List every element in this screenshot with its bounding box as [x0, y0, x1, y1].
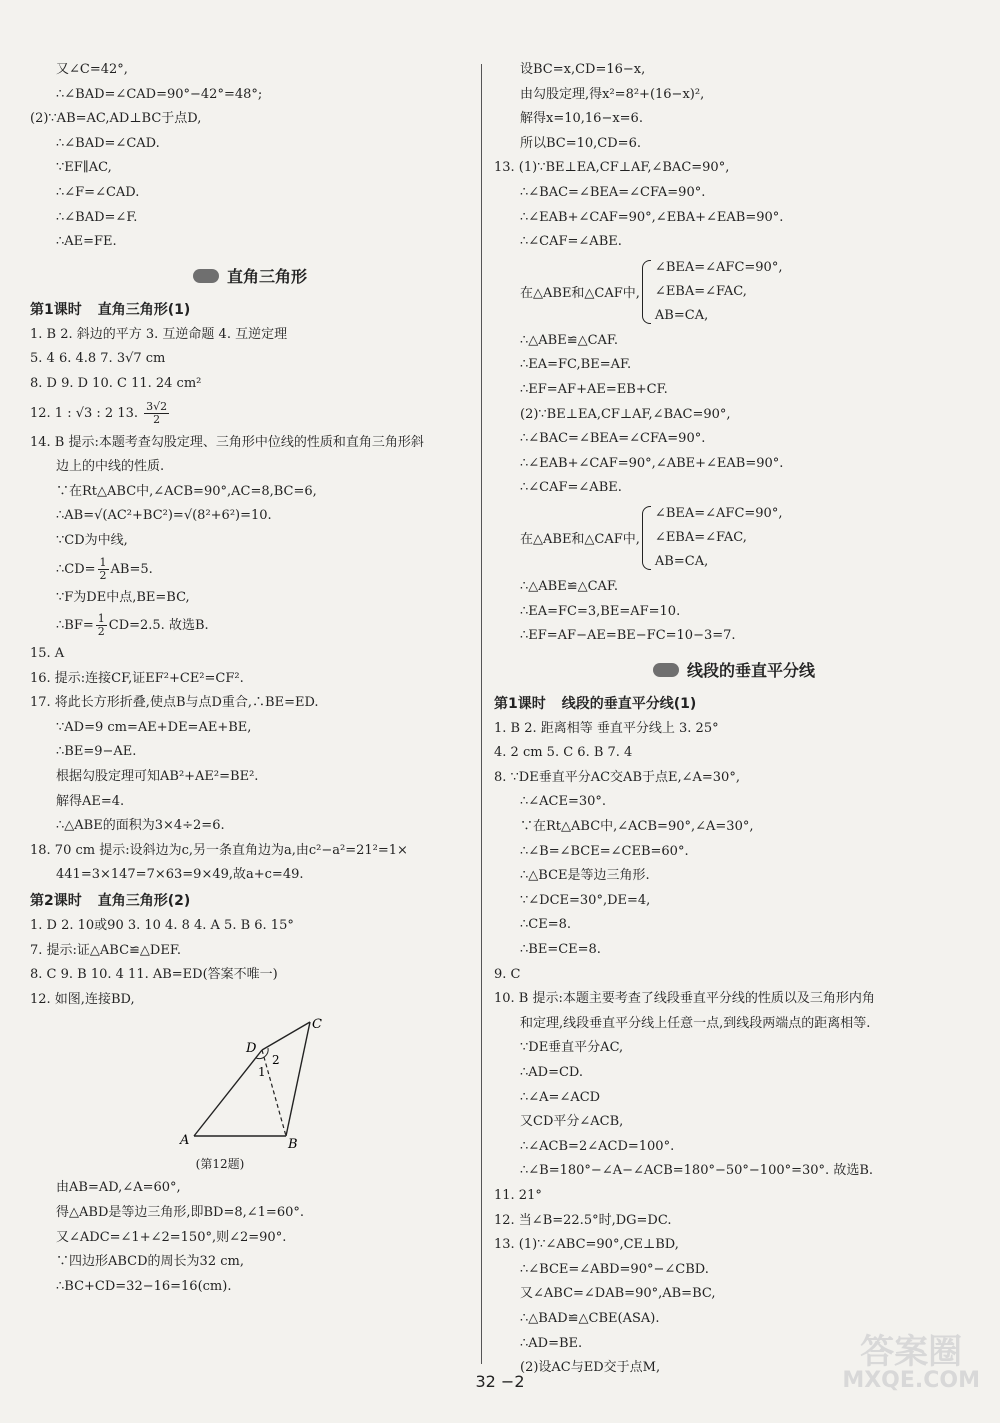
edge-bc — [286, 1022, 310, 1136]
lesson-label: 第2课时 — [30, 893, 82, 910]
text-line: (2)∵AB=AC,AD⊥BC于点D, — [30, 111, 202, 127]
fraction-line-cd: ∴CD= $\frac{1}{2}$ AB=5. — [56, 555, 153, 582]
text-line: ∴∠BAD=∠F. — [56, 209, 138, 225]
text-line: ∴△ABE的面积为3×4÷2=6. — [56, 818, 225, 834]
text-line: ∴AE=FE. — [56, 234, 117, 250]
text-line: 又∠ABC=∠DAB=90°,AB=BC, — [520, 1286, 716, 1302]
brace-item: ∠EBA=∠FAC, — [654, 529, 747, 545]
section-title: 直角三角形 — [226, 267, 307, 287]
text-line: ∵在Rt△ABC中,∠ACB=90°,AC=8,BC=6, — [56, 483, 317, 499]
text-line: 解得x=10,16−x=6. — [520, 111, 643, 127]
text-line: 得△ABD是等边三角形,即BD=8,∠1=60°. — [56, 1205, 304, 1220]
right-lines-c — [494, 575, 974, 649]
lesson-label: 第1课时 — [494, 695, 546, 712]
text-line: ∴∠B=∠BCE=∠CEB=60°. — [520, 843, 689, 859]
left-column — [30, 58, 470, 1299]
text-line: ∴BE=9−AE. — [56, 744, 137, 760]
brace-item: AB=CA, — [654, 307, 709, 323]
brace-item: ∠BEA=∠AFC=90°, — [654, 505, 783, 521]
text-line: 1. B 2. 斜边的平方 3. 互逆命题 4. 互逆定理 — [30, 326, 288, 342]
text-line: ∵在Rt△ABC中,∠ACB=90°,∠A=30°, — [520, 819, 754, 835]
fraction-line-bf: ∴BF= $\frac{1}{2}$ CD=2.5. 故选B. — [56, 612, 209, 639]
text-line: 又CD平分∠ACB, — [520, 1114, 624, 1130]
text-line: ∴EF=AF+AE=EB+CF. — [520, 381, 668, 397]
text-line: 5. 4 6. 4.8 7. 3√7 cm — [30, 351, 166, 367]
text-line: ∵DE垂直平分AC, — [520, 1040, 624, 1056]
fraction: $\frac{3√2}{2}$ — [146, 399, 168, 426]
lesson-title: 线段的垂直平分线(1) — [561, 695, 697, 712]
section-title: 线段的垂直平分线 — [686, 661, 815, 681]
text-line: 又∠ADC=∠1+∠2=150°,则∠2=90°. — [56, 1229, 287, 1245]
text-line: ∵四边形ABCD的周长为32 cm, — [56, 1254, 244, 1270]
edge-dc — [262, 1022, 310, 1050]
text-line: ∴AD=BE. — [520, 1335, 583, 1351]
text-line: 12. 如图,连接BD, — [30, 991, 135, 1007]
right-lines-d — [494, 717, 974, 1381]
label-d: D — [246, 1041, 257, 1057]
text-line: ∴∠ACB=2∠ACD=100°. — [520, 1138, 675, 1154]
text-line: ∵F为DE中点,BE=BC, — [56, 589, 190, 605]
right-lines-b — [494, 329, 974, 501]
text-line: ∴∠F=∠CAD. — [56, 184, 140, 200]
text-line: 所以BC=10,CD=6. — [520, 135, 641, 151]
text-line: 13. (1)∵BE⊥EA,CF⊥AF,∠BAC=90°, — [494, 160, 730, 176]
label-a: A — [180, 1133, 190, 1149]
text-line: ∴△BAD≌△CBE(ASA). — [520, 1310, 660, 1326]
geometry-figure-q12 — [30, 1012, 470, 1152]
lesson-title: 直角三角形(2) — [97, 893, 191, 910]
text-line: 1. D 2. 10或90 3. 10 4. 8 4. A 5. B 6. 15° — [30, 918, 294, 934]
text-line: ∵CD为中线, — [56, 532, 128, 548]
left-brace-icon — [642, 260, 651, 324]
lesson-label: 第1课时 — [30, 301, 82, 318]
text-line: 解得AE=4. — [56, 793, 125, 809]
left-lines-e — [30, 914, 470, 1012]
text-line: ∴∠B=180°−∠A−∠ACB=180°−50°−100°=30°. 故选B. — [520, 1163, 873, 1179]
right-lines-a — [494, 58, 974, 255]
text-line: 和定理,线段垂直平分线上任意一点,到线段两端点的距离相等. — [520, 1015, 871, 1031]
lesson-heading — [30, 888, 470, 914]
text-line: ∴∠BAC=∠BEA=∠CFA=90°. — [520, 431, 706, 447]
text-line: 9. C — [494, 966, 521, 982]
text-line: 8. C 9. B 10. 4 11. AB=ED(答案不唯一) — [30, 967, 278, 983]
section-heading-perpendicular-bisector — [494, 649, 974, 691]
text-line: ∴EA=FC,BE=AF. — [520, 357, 632, 373]
text-line: 14. B 提示:本题考查勾股定理、三角形中位线的性质和直角三角形斜 — [30, 434, 424, 450]
text-line: 7. 提示:证△ABC≌△DEF. — [30, 942, 181, 958]
label-angle-1: 1 — [258, 1065, 266, 1080]
watermark-logo: 答案圈 MXQE.COM — [842, 1332, 980, 1393]
left-lines-c — [30, 431, 470, 554]
text-line: ∴∠EAB+∠CAF=90°,∠ABE+∠EAB=90°. — [520, 455, 784, 471]
text-line: 8. ∵DE垂直平分AC交AB于点E,∠A=30°, — [494, 769, 740, 785]
text-line: ∴∠CAF=∠ABE. — [520, 234, 622, 250]
right-column — [494, 58, 974, 1381]
figure-caption: (第12题) — [195, 1157, 245, 1172]
text-line: ∴BE=CE=8. — [520, 942, 601, 958]
text-line: ∴∠CAF=∠ABE. — [520, 480, 622, 496]
left-brace-icon — [642, 506, 651, 570]
text-line: (2)∵BE⊥EA,CF⊥AF,∠BAC=90°, — [520, 406, 731, 422]
text-line: 1. B 2. 距离相等 垂直平分线上 3. 25° — [494, 720, 719, 736]
text-line: 8. D 9. D 10. C 11. 24 cm² — [30, 375, 202, 391]
brace-system-2: 在△ABE和△CAF中, ∠BEA=∠AFC=90°, ∠EBA=∠FAC, AB=CA, — [494, 501, 974, 575]
text-line: ∴∠A=∠ACD — [520, 1089, 601, 1105]
text-line: 4. 2 cm 5. C 6. B 7. 4 — [494, 745, 633, 761]
label-angle-2: 2 — [272, 1053, 280, 1068]
text-line: ∴∠BAD=∠CAD. — [56, 135, 160, 151]
brace-item: ∠EBA=∠FAC, — [654, 283, 747, 299]
text-line: ∴△ABE≌△CAF. — [520, 578, 619, 594]
text-line: ∴∠BAD=∠CAD=90°−42°=48°; — [56, 86, 263, 102]
edge-ad — [194, 1050, 262, 1136]
text-line: ∴BC+CD=32−16=16(cm). — [56, 1278, 232, 1294]
text-line: 设BC=x,CD=16−x, — [520, 62, 646, 77]
text-line: 边上的中线的性质. — [56, 459, 165, 475]
text-line: ∵AD=9 cm=AE+DE=AE+BE, — [56, 719, 252, 735]
brace-item: ∠BEA=∠AFC=90°, — [654, 259, 783, 275]
text-line: ∴EA=FC=3,BE=AF=10. — [520, 603, 681, 619]
answer-line-12-13: 12. 1 : √3 : 2 13. $\frac{3√2}{2}$ — [30, 399, 168, 426]
text-line: 12. 当∠B=22.5°时,DG=DC. — [494, 1212, 672, 1228]
text-line: 10. B 提示:本题主要考查了线段垂直平分线的性质以及三角形内角 — [494, 991, 875, 1007]
text-line: 17. 将此长方形折叠,使点B与点D重合,∴BE=ED. — [30, 695, 319, 711]
text-line: 13. (1)∵∠ABC=90°,CE⊥BD, — [494, 1237, 679, 1253]
text-line: 11. 21° — [494, 1187, 542, 1203]
text-line: ∴△ABE≌△CAF. — [520, 332, 619, 348]
text-line: ∴△BCE是等边三角形. — [520, 868, 650, 884]
quadrilateral-diagram — [170, 1012, 370, 1152]
text-line: 由AB=AD,∠A=60°, — [56, 1180, 181, 1196]
text-line: 16. 提示:连接CF,证EF²+CE²=CF². — [30, 670, 244, 686]
text-line: 又∠C=42°, — [56, 62, 128, 77]
brace-item: AB=CA, — [654, 553, 709, 569]
text-line: ∴AB=√(AC²+BC²)=√(8²+6²)=10. — [56, 508, 272, 524]
lesson-heading — [494, 691, 974, 717]
text-line: 由勾股定理,得x²=8²+(16−x)², — [520, 86, 705, 102]
label-c: C — [312, 1017, 322, 1033]
text-line: 441=3×147=7×63=9×49,故a+c=49. — [56, 867, 304, 883]
left-lines-f — [30, 1176, 470, 1299]
section-marker-icon — [653, 663, 679, 677]
left-lines-a — [30, 58, 470, 255]
section-heading-right-triangle — [30, 255, 470, 297]
column-divider — [481, 64, 482, 1364]
brace-system-1: 在△ABE和△CAF中, ∠BEA=∠AFC=90°, ∠EBA=∠FAC, AB=CA, — [494, 255, 974, 329]
section-marker-icon — [193, 269, 219, 283]
text-line: (2)设AC与ED交于点M, — [520, 1360, 661, 1376]
text-line: ∴∠EAB+∠CAF=90°,∠EBA+∠EAB=90°. — [520, 209, 784, 225]
text-line: ∴EF=AF−AE=BE−FC=10−3=7. — [520, 628, 736, 644]
text-line: ∵EF∥AC, — [56, 160, 112, 176]
text-line: ∴∠BCE=∠ABD=90°−∠CBD. — [520, 1261, 709, 1277]
text-line: ∴AD=CD. — [520, 1065, 584, 1080]
page-number: 32 −2 — [475, 1372, 525, 1391]
label-b: B — [288, 1137, 298, 1153]
text-line: 18. 70 cm 提示:设斜边为c,另一条直角边为a,由c²−a²=21²=1× — [30, 842, 408, 858]
lesson-title: 直角三角形(1) — [97, 301, 191, 318]
text-line: 根据勾股定理可知AB²+AE²=BE². — [56, 769, 259, 785]
lesson-heading — [30, 297, 470, 323]
text-line: ∴∠ACE=30°. — [520, 794, 607, 810]
left-lines-d — [30, 642, 470, 888]
left-lines-b — [30, 323, 470, 397]
text-line: ∵∠DCE=30°,DE=4, — [520, 892, 651, 908]
text-line: ∴∠BAC=∠BEA=∠CFA=90°. — [520, 184, 706, 200]
text-line: 15. A — [30, 646, 65, 662]
text-line: ∴CE=8. — [520, 917, 572, 933]
